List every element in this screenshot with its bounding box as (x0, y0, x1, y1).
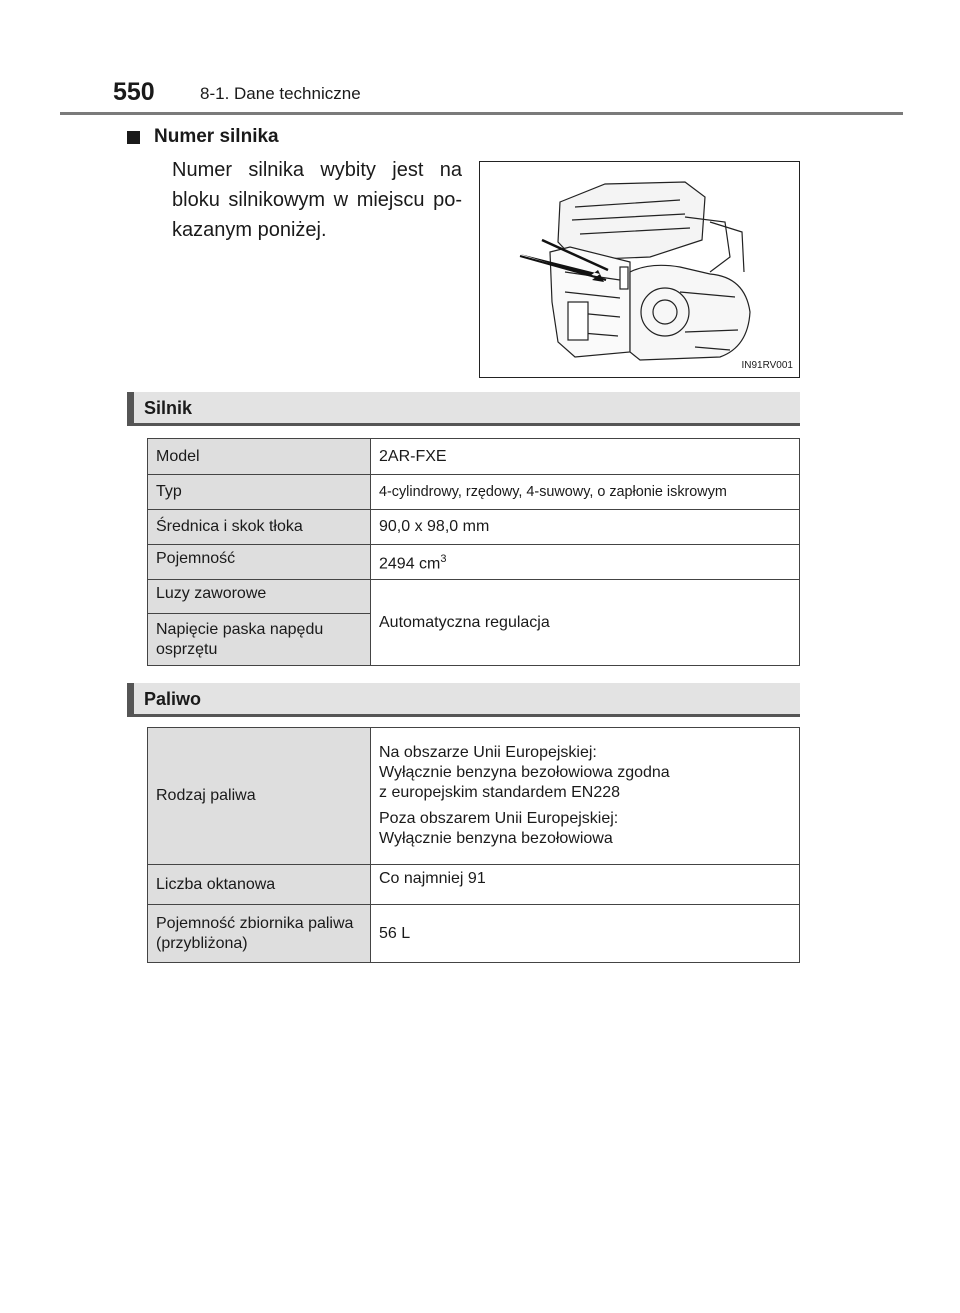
engine-drawing (480, 162, 799, 377)
fuel-region-non-eu (379, 809, 791, 849)
spec-value: Automatyczna regulacja (371, 580, 800, 666)
engine-spec-table (147, 438, 800, 666)
engine-number-text: Numer silnika wybity jest na bloku silnikowym w miejscu po-kazanym poniżej. (172, 159, 462, 241)
fuel-text-line: z europejskim standardem EN228 (379, 784, 621, 801)
table-row (148, 545, 800, 580)
table-row (148, 439, 800, 475)
spec-label: Napięcie paska napędu osprzętu (148, 614, 371, 666)
spec-value: 56 L (371, 905, 800, 963)
table-row (148, 865, 800, 905)
spec-label: Model (148, 439, 371, 475)
header-divider (60, 112, 903, 115)
figure-code: IN91RV001 (741, 360, 793, 371)
spec-value-cell (371, 728, 800, 865)
engine-number-heading (127, 126, 279, 148)
fuel-text-line: Wyłącznie benzyna bezołowiowa zgodna (379, 764, 670, 781)
spec-label: Pojemność zbiornika paliwa (przybliżona) (148, 905, 371, 963)
unit-superscript: 3 (440, 553, 447, 566)
table-row (148, 728, 800, 865)
section-silnik-title: Silnik (144, 398, 193, 418)
table-row (148, 905, 800, 963)
fuel-region-eu (379, 743, 791, 803)
spec-label: Typ (148, 475, 371, 510)
table-row (148, 510, 800, 545)
spec-value: 4-cylindrowy, rzędowy, 4-suwowy, o zapłonie iskrowym (371, 475, 800, 510)
page-number: 550 (113, 78, 155, 106)
engine-number-heading-text: Numer silnika (154, 126, 279, 147)
spec-value-cell (371, 545, 800, 580)
section-paliwo (127, 683, 800, 717)
table-row (148, 475, 800, 510)
section-silnik (127, 392, 800, 426)
spec-value: Co najmniej 91 (371, 865, 800, 905)
engine-illustration (479, 161, 800, 378)
fuel-spec-table (147, 727, 800, 963)
spec-label: Pojemność (148, 545, 371, 580)
fuel-text-line: Na obszarze Unii Europejskiej: (379, 744, 597, 761)
spec-label: Liczba oktanowa (148, 865, 371, 905)
spec-value: 2494 cm (379, 555, 441, 573)
section-paliwo-title: Paliwo (144, 689, 202, 709)
square-bullet-icon (127, 131, 140, 144)
engine-number-description (172, 155, 462, 245)
fuel-text-line: Wyłącznie benzyna bezołowiowa (379, 830, 613, 847)
fuel-text-line: Poza obszarem Unii Europejskiej: (379, 810, 619, 827)
spec-label: Luzy zaworowe (148, 580, 371, 614)
spec-value: 90,0 x 98,0 mm (371, 510, 800, 545)
table-row (148, 580, 800, 614)
chapter-title: 8-1. Dane techniczne (200, 84, 361, 103)
spec-value: 2AR-FXE (371, 439, 800, 475)
spec-label: Rodzaj paliwa (148, 728, 371, 865)
spec-label: Średnica i skok tłoka (148, 510, 371, 545)
